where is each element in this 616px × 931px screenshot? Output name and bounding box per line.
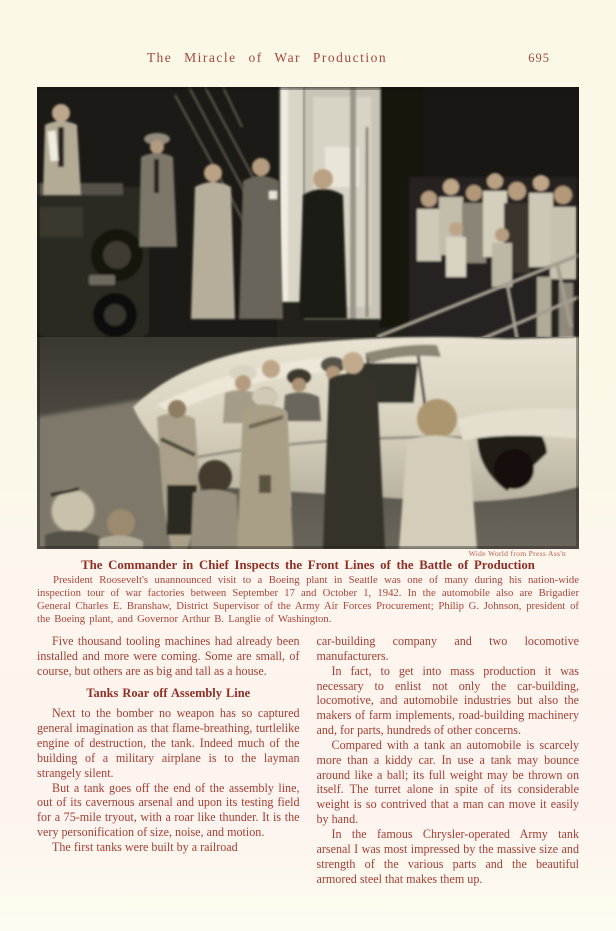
white-column	[280, 87, 304, 302]
paragraph: Five thousand tooling machines had already been installed and more were coming. Some are small, of course, but others are as big and tall as a house.	[37, 634, 300, 678]
paragraph: The first tanks were built by a railroad	[52, 839, 238, 854]
body-columns	[37, 634, 579, 886]
caption-title: The Commander in Chief Inspects the Front Lines of the Battle of Production	[81, 558, 535, 572]
caption-text: President Roosevelt's unannounced visit to a Boeing plant in Seattle was one of many during his nation-wide inspection tour of war factories between September 17 and October 1, 1942. In the automobile also are Brigadier General Charles E. Branshaw, District Supervisor of the Army Air Forces Procurement; Philip G. Johnson, president of the Boeing plant, and Governor Arthur B. Langlie of Washington.	[37, 574, 579, 625]
running-title: The Miracle of War Production	[146, 50, 388, 65]
photo-credit: Wide World from Press Ass'n	[468, 549, 566, 558]
paragraph: But a tank goes off the end of the assembly line, out of its cavernous arsenal and upon its testing field for a 75-mile tryout, with a roar like thunder. It is the very personification of size, noise, and motion.	[37, 780, 300, 840]
man-dark-suit-back	[323, 352, 385, 549]
right-column	[317, 634, 580, 886]
section-heading: Tanks Roar off Assembly Line	[86, 685, 251, 700]
paragraph: Next to the bomber no weapon has so captured general imagination as that flame-breathing, turtlelike engine of destruction, the tank. Indeed much of the building of a military airplane is to the layman strangely silent.	[37, 706, 300, 780]
paragraph: Compared with a tank an automobile is scarcely more than a kiddy car. In use a tank may bounce around like a ball; its full weight may be thrown on itself. The turret alone in spite of its considerable weight is so contrived that a man can move it easily by hand.	[316, 737, 579, 827]
photograph	[37, 87, 579, 549]
left-column	[37, 634, 300, 886]
page-number: 695	[528, 51, 550, 65]
paragraph: In the famous Chrysler-operated Army tank arsenal I was most impressed by the massive size and strength of the various parts and the beautiful armored steel that makes them up.	[316, 826, 579, 886]
photo-illustration	[37, 87, 579, 549]
jeep	[37, 183, 149, 337]
officer-khaki-uniform	[237, 388, 293, 549]
paragraph: In fact, to get into mass production it was necessary to enlist not only the car-building, locomotive, and automobile industries but also the makers of farm implements, road-building machinery and, for parts, hundreds of other concerns.	[316, 663, 579, 738]
caption-body	[37, 574, 579, 626]
paragraph-continuation: car-building company and two locomotive manufacturers.	[316, 634, 579, 663]
